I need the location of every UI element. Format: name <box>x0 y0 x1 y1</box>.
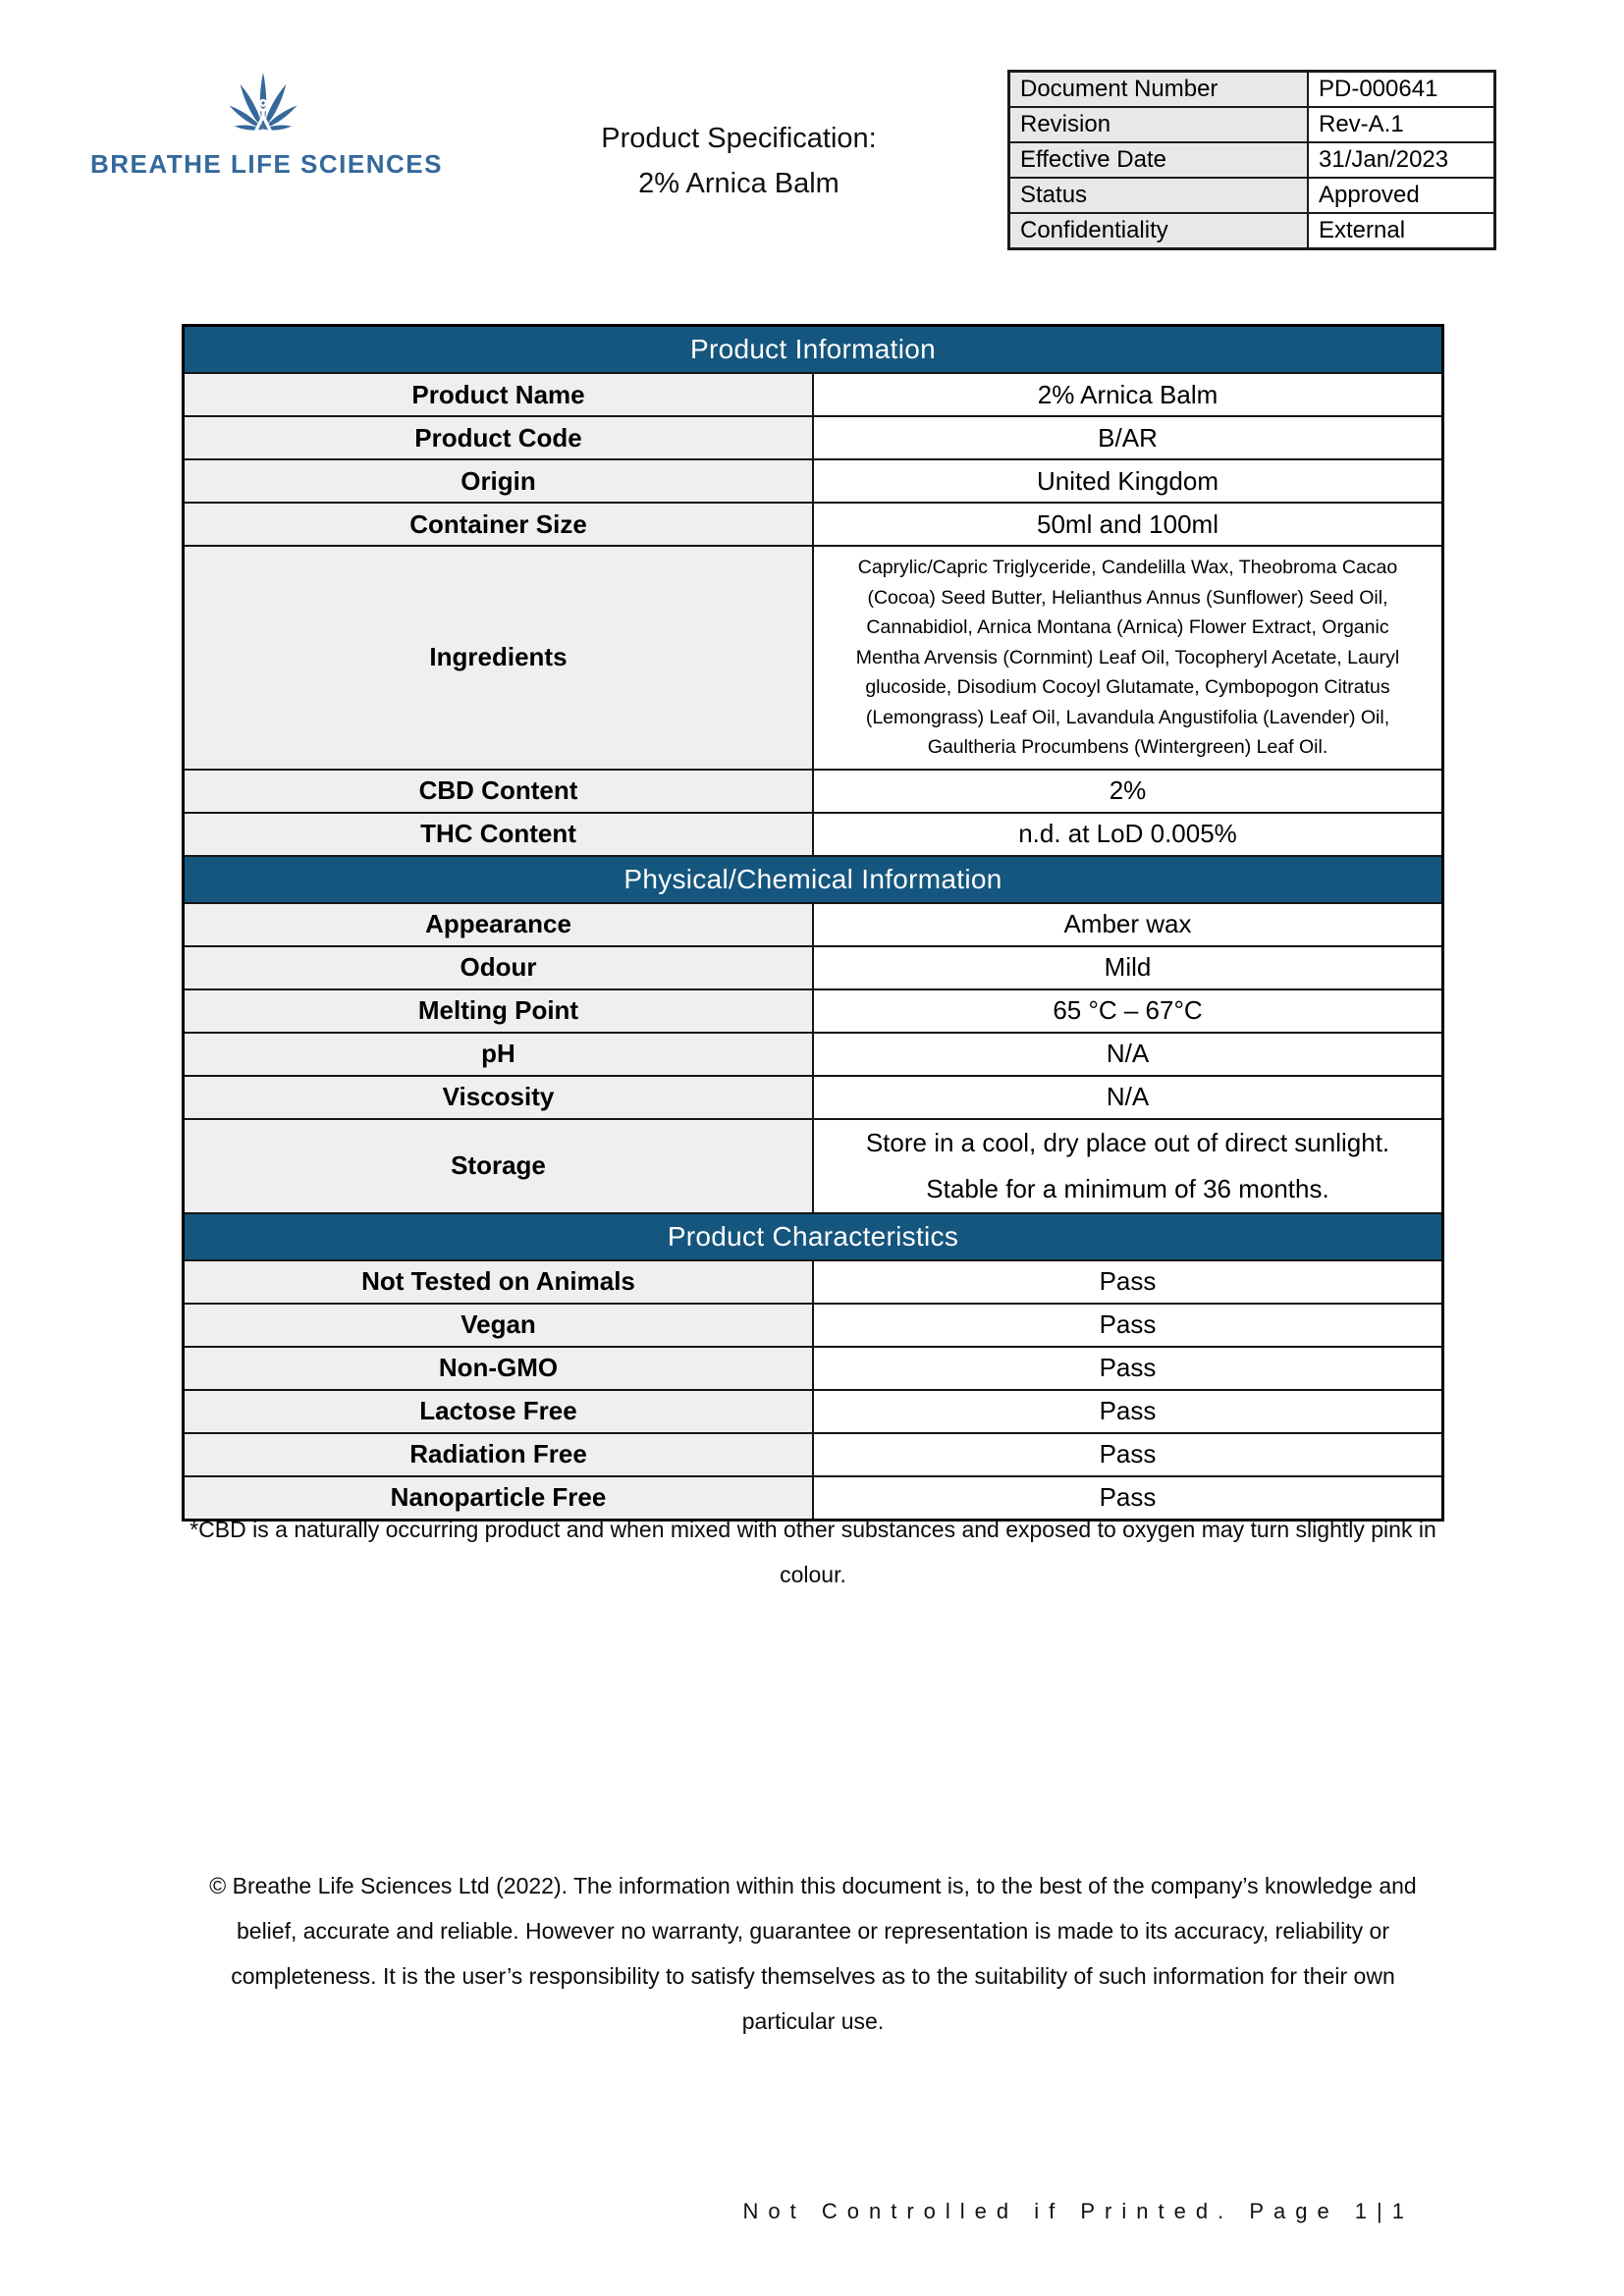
table-row <box>184 503 1443 546</box>
row-value: Pass <box>813 1433 1443 1476</box>
row-label: pH <box>184 1033 814 1076</box>
row-label: CBD Content <box>184 770 814 813</box>
table-row <box>184 946 1443 989</box>
table-row <box>184 903 1443 946</box>
table-row <box>1009 178 1495 213</box>
row-value: n.d. at LoD 0.005% <box>813 813 1443 856</box>
table-row <box>1009 213 1495 249</box>
section-header-row <box>184 1213 1443 1260</box>
row-value: Mild <box>813 946 1443 989</box>
row-value: Caprylic/Capric Triglyceride, Candelilla Wax, Theobroma Cacao (Cocoa) Seed Butter, Helianthus Annus (Sunflower) Seed Oil, Cannabidiol, Arnica Montana (Arnica) Flower Extract, Organic Mentha Arvensis (Cornmint) Leaf Oil, Tocopheryl Acetate, Lauryl glucoside, Disodium Cocoyl Glutamate, Cymbopogon Citratus (Lemongrass) Leaf Oil, Lavandula Angustifolia (Lavender) Oil, Gaultheria Procumbens (Wintergreen) Leaf Oil. <box>813 546 1443 770</box>
section-header: Product Information <box>184 326 1443 374</box>
row-value: 65 °C – 67°C <box>813 989 1443 1033</box>
doc-info-value: 31/Jan/2023 <box>1308 142 1495 178</box>
cannabis-leaf-icon <box>218 57 308 147</box>
row-label: Appearance <box>184 903 814 946</box>
table-row <box>184 1076 1443 1119</box>
row-value: N/A <box>813 1076 1443 1119</box>
row-value: Amber wax <box>813 903 1443 946</box>
doc-info-value: Approved <box>1308 178 1495 213</box>
row-value: Store in a cool, dry place out of direct sunlight. Stable for a minimum of 36 months. <box>813 1119 1443 1213</box>
row-label: Melting Point <box>184 989 814 1033</box>
section-header: Physical/Chemical Information <box>184 856 1443 903</box>
table-row <box>184 813 1443 856</box>
row-label: Not Tested on Animals <box>184 1260 814 1304</box>
table-row-storage <box>184 1119 1443 1213</box>
doc-info-label: Effective Date <box>1009 142 1309 178</box>
page-footer: Not Controlled if Printed. Page 1|1 <box>742 2199 1414 2223</box>
row-label: THC Content <box>184 813 814 856</box>
table-row <box>1009 107 1495 142</box>
row-value: Pass <box>813 1260 1443 1304</box>
table-row <box>184 1033 1443 1076</box>
row-label: Lactose Free <box>184 1390 814 1433</box>
doc-info-value: External <box>1308 213 1495 249</box>
doc-info-label: Revision <box>1009 107 1309 142</box>
row-value: 2% Arnica Balm <box>813 373 1443 416</box>
section-header-row <box>184 856 1443 903</box>
doc-info-label: Confidentiality <box>1009 213 1309 249</box>
brand-logo <box>90 57 443 180</box>
table-row-ingredients <box>184 546 1443 770</box>
row-label: Vegan <box>184 1304 814 1347</box>
table-row <box>184 1304 1443 1347</box>
table-row <box>184 416 1443 459</box>
row-value: Pass <box>813 1476 1443 1521</box>
row-value: 50ml and 100ml <box>813 503 1443 546</box>
row-value: N/A <box>813 1033 1443 1076</box>
row-value: 2% <box>813 770 1443 813</box>
table-row <box>184 373 1443 416</box>
row-label: Viscosity <box>184 1076 814 1119</box>
table-row <box>1009 142 1495 178</box>
brand-name: BREATHE LIFE SCIENCES <box>90 149 443 179</box>
copyright-disclaimer: © Breathe Life Sciences Ltd (2022). The information within this document is, to the best of the company’s knowledge and belief, accurate and reliable. However no warranty, guarantee or representation is made to its accuracy, reliability or completeness. It is the user’s responsibility to satisfy themselves as to the suitability of such information for their own particular use. <box>209 1873 1417 2034</box>
row-label: Origin <box>184 459 814 503</box>
title-line-1: Product Specification: <box>601 123 877 154</box>
doc-info-label: Status <box>1009 178 1309 213</box>
row-value: Pass <box>813 1304 1443 1347</box>
row-value: Pass <box>813 1390 1443 1433</box>
table-row <box>184 989 1443 1033</box>
table-row <box>184 1260 1443 1304</box>
doc-info-value: PD-000641 <box>1308 72 1495 108</box>
table-row <box>184 1347 1443 1390</box>
table-row <box>184 1433 1443 1476</box>
row-label: Odour <box>184 946 814 989</box>
row-label: Container Size <box>184 503 814 546</box>
doc-info-value: Rev-A.1 <box>1308 107 1495 142</box>
spec-table <box>182 324 1444 1522</box>
row-label: Ingredients <box>184 546 814 770</box>
row-value: Pass <box>813 1347 1443 1390</box>
row-label: Non-GMO <box>184 1347 814 1390</box>
row-label: Product Name <box>184 373 814 416</box>
row-value: B/AR <box>813 416 1443 459</box>
row-label: Product Code <box>184 416 814 459</box>
table-row <box>1009 72 1495 108</box>
document-title <box>496 116 982 206</box>
title-line-2: 2% Arnica Balm <box>638 168 839 199</box>
document-info-table <box>1007 70 1496 250</box>
row-label: Radiation Free <box>184 1433 814 1476</box>
section-header-row <box>184 326 1443 374</box>
row-label: Nanoparticle Free <box>184 1476 814 1521</box>
table-row <box>184 770 1443 813</box>
row-label: Storage <box>184 1119 814 1213</box>
section-header: Product Characteristics <box>184 1213 1443 1260</box>
table-row <box>184 1390 1443 1433</box>
table-row <box>184 459 1443 503</box>
doc-info-label: Document Number <box>1009 72 1309 108</box>
row-value: United Kingdom <box>813 459 1443 503</box>
cbd-footnote: *CBD is a naturally occurring product and when mixed with other substances and exposed to oxygen may turn slightly pink in colour. <box>189 1517 1436 1587</box>
